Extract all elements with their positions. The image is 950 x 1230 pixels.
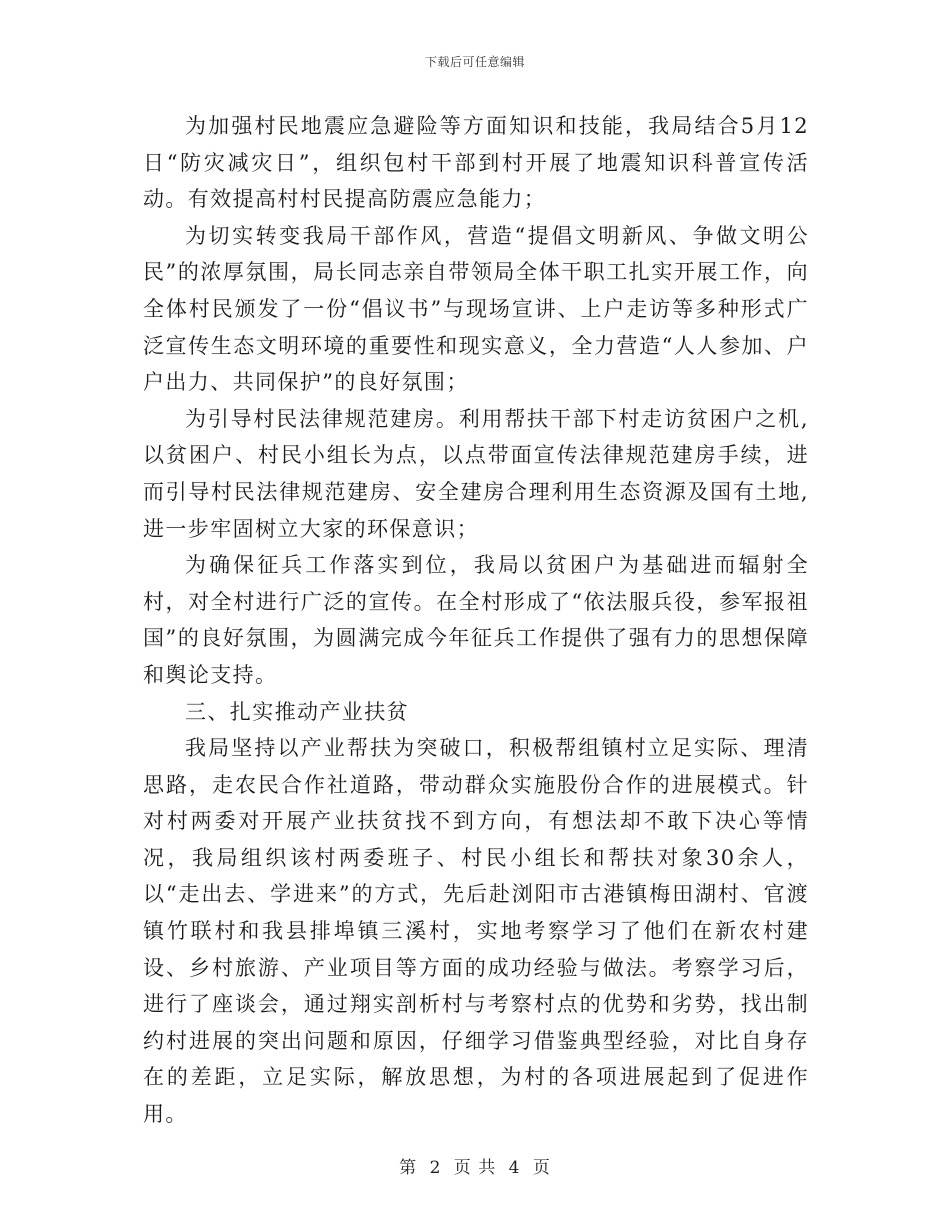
footer-page-number: 2 xyxy=(429,1158,442,1178)
paragraph-industry-poverty-relief: 我局坚持以产业帮扶为突破口，积极帮组镇村立足实际、理清思路，走农民合作社道路，带动群众实施股份合作的进展模式。针对村两委对开展产业扶贫找不到方向，有想法却不敢下决心等情况，我局组织该村两委班子、村民小组长和帮扶对象30余人，以“走出去、学进来”的方式，先后赴浏阳市古港镇梅田湖村、官渡镇竹联村和我县排埠镇三溪村，实地考察学习了他们在新农村建设、乡村旅游、产业项目等方面的成功经验与做法。考察学习后，进行了座谈会，通过翔实剖析村与考察村点的优势和劣势，找出制约村进展的突出问题和原因，仔细学习借鉴典型经验，对比自身存在的差距，立足实际，解放思想，为村的各项进展起到了促进作用。 xyxy=(143,736,809,1127)
section-heading: 三、扎实推动产业扶贫 xyxy=(185,699,409,724)
paragraph-civilization-campaign: 为切实转变我局干部作风，营造“提倡文明新风、争做文明公民”的浓厚氛围，局长同志亲自带领局全体干职工扎实开展工作，向全体村民颁发了一份“倡议书”与现场宣讲、上户走访等多种形式广泛宣传生态文明环境的重要性和现实意义，全力营造“人人参加、户户出力、共同保护”的良好氛围； xyxy=(143,223,809,395)
footer-middle: 页 共 xyxy=(453,1158,497,1178)
document-body xyxy=(143,108,809,1133)
page-footer xyxy=(0,1153,950,1178)
paragraph-earthquake-awareness: 为加强村民地震应急避险等方面知识和技能，我局结合5月12日“防灾减灾日”，组织包村干部到村开展了地震知识科普宣传活动。有效提高村村民提高防震应急能力； xyxy=(143,114,809,212)
page-header: 下载后可任意编辑 xyxy=(424,55,525,69)
paragraph-legal-housing: 为引导村民法律规范建房。利用帮扶干部下村走访贫困户之机,以贫困户、村民小组长为点，以点带面宣传法律规范建房手续，进而引导村民法律规范建房、安全建房合理利用生态资源及国有土地,进一步牢固树立大家的环保意识； xyxy=(143,406,809,541)
footer-total-pages: 4 xyxy=(508,1158,521,1178)
footer-prefix: 第 xyxy=(399,1158,418,1178)
paragraph-conscription: 为确保征兵工作落实到位，我局以贫困户为基础进而辐射全村，对全村进行广泛的宣传。在全村形成了“依法服兵役，参军报祖国”的良好氛围，为圆满完成今年征兵工作提供了强有力的思想保障和舆论支持。 xyxy=(143,553,809,687)
footer-suffix: 页 xyxy=(532,1158,551,1178)
